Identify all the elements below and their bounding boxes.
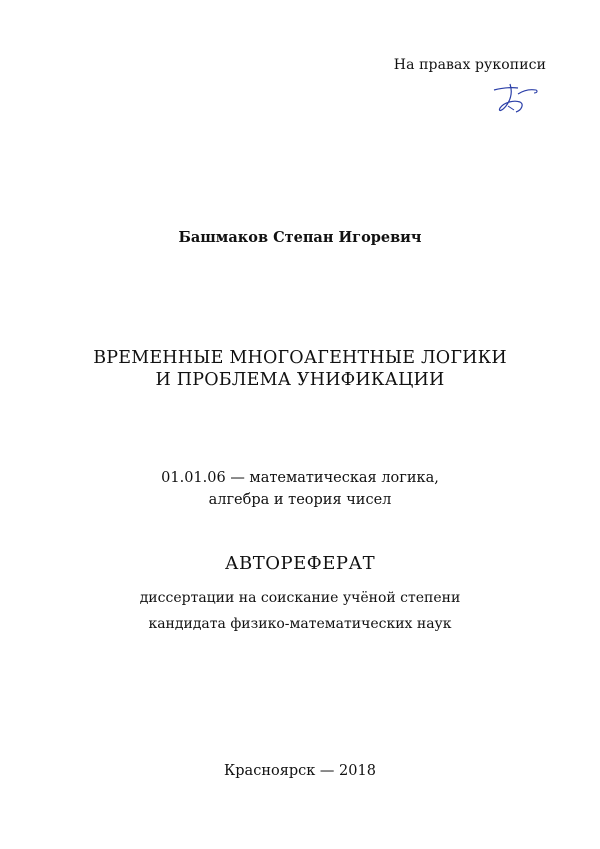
manuscript-note: На правах рукописи — [393, 57, 546, 73]
title-line-1: ВРЕМЕННЫЕ МНОГОАГЕНТНЫЕ ЛОГИКИ — [93, 348, 507, 368]
degree-line-1: диссертации на соискание учёной степени — [139, 590, 461, 606]
city-year: Красноярск — 2018 — [224, 763, 376, 779]
specialty-line-2: алгебра и теория чисел — [208, 492, 392, 508]
document-type: АВТОРЕФЕРАТ — [224, 553, 376, 574]
specialty-line-1: 01.01.06 — математическая логика, — [161, 470, 439, 486]
author-name: Башмаков Степан Игоревич — [178, 229, 422, 246]
degree-description — [0, 585, 600, 637]
degree-line-2: кандидата физико-математических наук — [148, 616, 452, 632]
specialty — [0, 467, 600, 511]
dissertation-title — [0, 347, 600, 391]
title-line-2: И ПРОБЛЕМА УНИФИКАЦИИ — [155, 370, 445, 390]
signature — [488, 80, 548, 120]
